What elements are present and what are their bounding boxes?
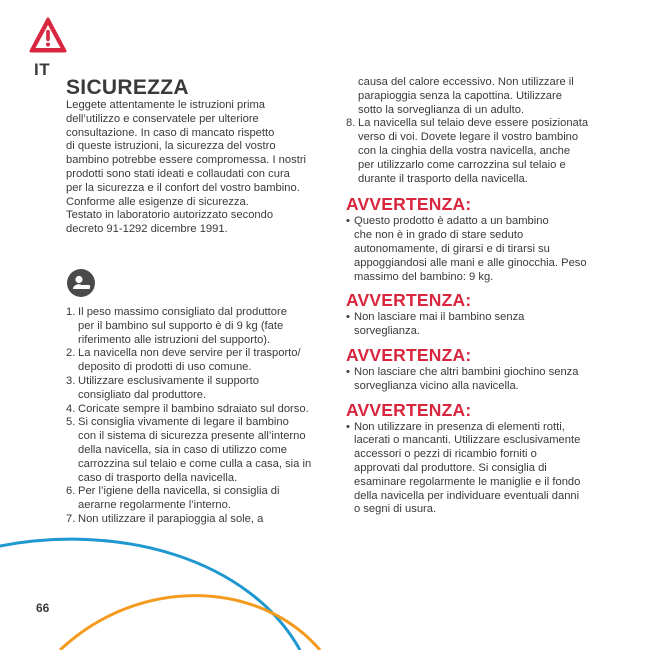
intro-paragraph	[66, 99, 336, 237]
warning-triangle-icon	[28, 16, 68, 56]
numbered-list	[346, 117, 608, 186]
list-item	[66, 306, 336, 347]
warning-line: massimo del bambino: 9 kg.	[354, 270, 494, 283]
item-number: 1.	[66, 306, 76, 318]
item-line: aerarne regolarmente l’interno.	[78, 499, 231, 512]
warning-text	[346, 215, 608, 284]
right-column	[346, 76, 608, 517]
continuation-line: sotto la sorveglianza di un adulto.	[358, 103, 525, 116]
warning-block	[346, 400, 608, 518]
warnings-section	[346, 194, 608, 517]
warning-line: appoggiandosi alle mani e alle ginocchia. Peso	[354, 256, 587, 269]
list-item	[66, 513, 336, 527]
item-line: con la cinghia della vostra navicella, anche	[358, 144, 571, 157]
warning-line: esaminare regolarmente le maniglie e il fondo	[354, 475, 581, 488]
intro-line: bambino potrebbe essere compromessa. I nostri	[66, 154, 307, 167]
list-item	[66, 347, 336, 375]
intro-line: di queste istruzioni, la sicurezza del vostro	[66, 140, 276, 153]
warning-line: autonomamente, di girarsi e di tirarsi su	[354, 242, 550, 255]
item-number: 8.	[346, 117, 356, 130]
item-number: 4.	[66, 402, 76, 415]
continuation-line: parapioggia senza la capottina. Utilizzare	[358, 89, 562, 102]
warning-line: Non lasciare che altri bambini giochino senza	[354, 365, 579, 378]
item-line: carrozzina sul telaio e come culla a casa, sia in	[78, 457, 312, 470]
item-line: consigliato dal produttore.	[78, 388, 207, 401]
warning-line: accessori o pezzi di ricambio forniti o	[354, 448, 537, 461]
item-line: riferimento alle istruzioni del supporto).	[78, 333, 271, 346]
item-line: Non utilizzare il parapioggia al sole, a	[78, 512, 264, 525]
item-line: caso di trasporto della navicella.	[78, 471, 238, 484]
warning-title: AVVERTENZA:	[346, 344, 472, 365]
item-line: della navicella, sia in caso di utilizzo come	[78, 443, 287, 456]
item-line: La navicella sul telaio deve essere posizionata	[358, 117, 589, 130]
bullet: •	[346, 365, 350, 378]
warning-title: AVVERTENZA:	[346, 194, 472, 215]
warning-line: approvati dal produttore. Si consiglia di	[354, 461, 547, 474]
warning-text	[346, 366, 608, 394]
intro-line: prodotti sono stati ideati e collaudati con cura	[66, 167, 290, 180]
warning-line: Non lasciare mai il bambino senza	[354, 311, 525, 324]
item-number: 2.	[66, 347, 76, 360]
item-line: Coricate sempre il bambino sdraiato sul dorso.	[78, 402, 309, 415]
blue-arc	[0, 539, 300, 650]
page-title: SICUREZZA	[66, 76, 189, 99]
bullet: •	[346, 215, 350, 228]
item-number: 3.	[66, 374, 76, 387]
item-7-continuation	[346, 76, 608, 117]
warning-line: Questo prodotto è adatto a un bambino	[354, 215, 549, 228]
item-line: con il sistema di sicurezza presente all’interno	[78, 430, 306, 443]
item-number: 5.	[66, 416, 76, 429]
item-line: per il bambino sul supporto è di 9 kg (fate	[78, 319, 284, 332]
item-line: per utilizzarlo come carrozzina sul telaio e	[358, 158, 566, 171]
warning-line: sorveglianza vicino alla navicella.	[354, 379, 519, 392]
orange-arc	[60, 596, 320, 650]
intro-line: per la sicurezza e il confort del vostro bambino.	[66, 181, 300, 194]
warning-text	[346, 311, 608, 339]
warning-title: AVVERTENZA:	[346, 290, 472, 311]
list-item	[66, 416, 336, 485]
item-line: Si consiglia vivamente di legare il bambino	[78, 416, 289, 429]
item-line: La navicella non deve servire per il trasporto/	[78, 347, 301, 360]
item-line: deposito di prodotti di uso comune.	[78, 361, 252, 374]
warning-block	[346, 290, 608, 339]
warning-text	[346, 421, 608, 518]
warning-line: che non è in grado di stare seduto	[354, 229, 524, 242]
warning-title: AVVERTENZA:	[346, 399, 472, 420]
item-number: 7.	[66, 512, 76, 525]
intro-line: Conforme alle esigenze di sicurezza.	[66, 195, 249, 208]
warning-line: Non utilizzare in presenza di elementi rotti,	[354, 420, 565, 433]
list-item	[346, 117, 608, 186]
item-number: 6.	[66, 485, 76, 498]
baby-lying-icon	[66, 268, 96, 298]
list-item	[66, 485, 336, 513]
intro-line: Leggete attentamente le istruzioni prima	[66, 99, 266, 111]
item-line: Per l’igiene della navicella, si consiglia di	[78, 485, 280, 498]
right-instructions-list	[346, 117, 608, 186]
warning-line: lacerati o mancanti. Utilizzare esclusivamente	[354, 434, 581, 447]
warning-line: o segni di usura.	[354, 503, 437, 516]
intro-line: decreto 91-1292 dicembre 1991.	[66, 223, 228, 236]
list-item	[66, 375, 336, 403]
list-item	[66, 403, 336, 417]
left-instructions-list	[66, 306, 336, 527]
language-code: IT	[34, 60, 51, 79]
item-line: verso di voi. Dovete legare il vostro bambino	[358, 131, 579, 144]
page-number: 66	[36, 601, 50, 615]
numbered-list	[66, 306, 336, 527]
intro-line: Testato in laboratorio autorizzato secondo	[66, 209, 274, 222]
bullet: •	[346, 311, 350, 324]
item-line: durante il trasporto della navicella.	[358, 172, 528, 185]
intro-line: dell’utilizzo e conservatele per ulteriore	[66, 112, 259, 125]
item-line: Utilizzare esclusivamente il supporto	[78, 374, 259, 387]
warning-line: sorveglianza.	[354, 325, 420, 338]
intro-line: consultazione. In caso di mancato rispetto	[66, 126, 275, 139]
warning-line: della navicella per individuare eventuali danni	[354, 489, 580, 502]
warning-block	[346, 194, 608, 284]
bullet: •	[346, 420, 350, 433]
continuation-line: causa del calore eccessivo. Non utilizzare il	[358, 76, 574, 88]
warning-block	[346, 345, 608, 394]
item-line: Il peso massimo consigliato dal produttore	[78, 306, 287, 318]
